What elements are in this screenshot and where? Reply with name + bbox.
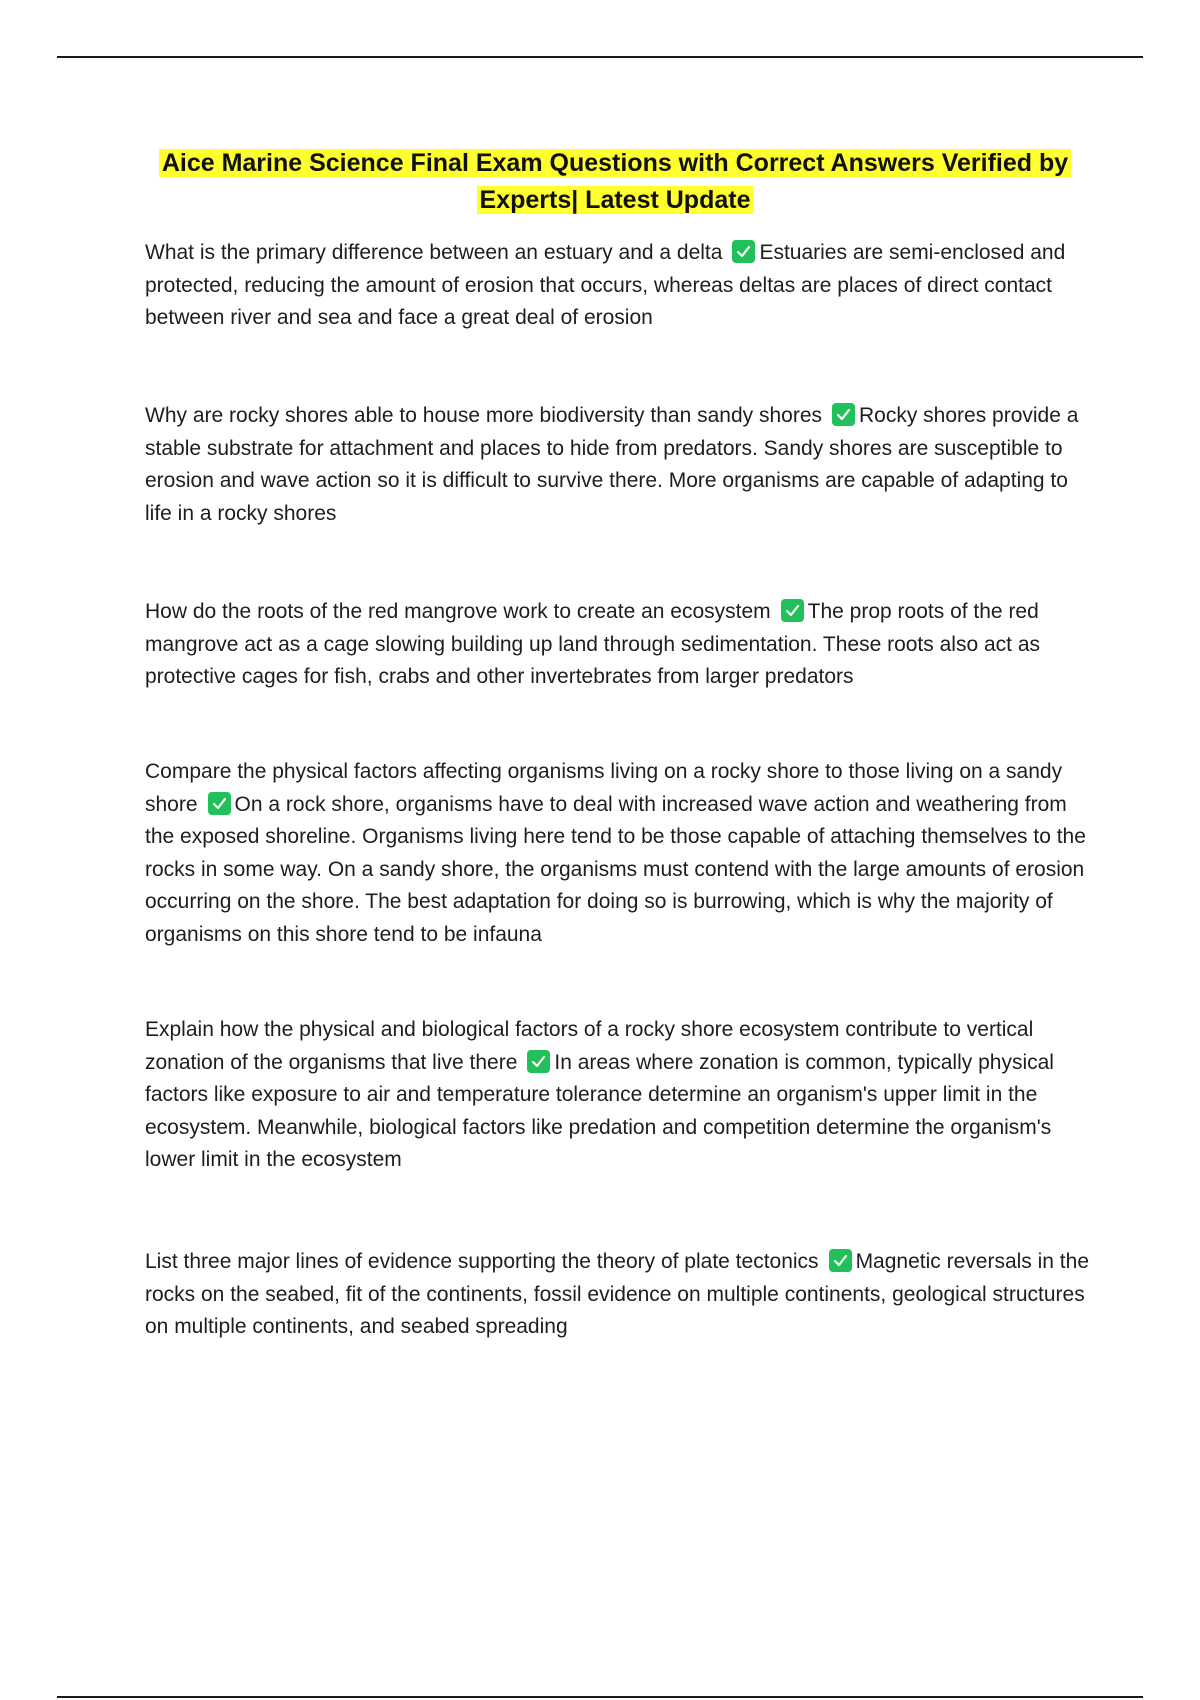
question-text: Explain how the physical and biological factors of a rocky shore ecosystem contribute to vertical zonation of the organisms that live there [145, 1018, 1034, 1074]
answer-text: Magnetic reversals in the rocks on the seabed, fit of the continents, fossil evidence on multiple continents, geological structures on multiple continents, and seabed spreading [145, 1250, 1090, 1338]
check-box-icon [208, 792, 231, 815]
question-text: What is the primary difference between an estuary and a delta [145, 241, 723, 264]
document-title [145, 145, 1085, 219]
qa-item-1 [145, 237, 1090, 335]
answer-text: Estuaries are semi-enclosed and protected, reducing the amount of erosion that occurs, whereas deltas are places of direct contact between river and sea and face a great deal of erosion [145, 241, 1066, 329]
answer-text: The prop roots of the red mangrove act as a cage slowing building up land through sedimentation. These roots also act as protective cages for fish, crabs and other invertebrates from larger predators [145, 600, 1040, 688]
answer-text: In areas where zonation is common, typically physical factors like exposure to air and temperature tolerance determine an organism's upper limit in the ecosystem. Meanwhile, biological factors like predation and competition determine the organism's lower limit in the ecosystem [145, 1050, 1054, 1171]
qa-item-3 [145, 596, 1090, 694]
qa-item-2 [145, 400, 1090, 530]
qa-item-4 [145, 756, 1090, 951]
top-rule [57, 56, 1143, 58]
check-box-icon [781, 599, 804, 622]
qa-item-5 [145, 1014, 1090, 1177]
qa-item-6 [145, 1246, 1090, 1344]
title-highlight: Aice Marine Science Final Exam Questions with Correct Answers Verified by Experts| Latest Update [159, 149, 1071, 214]
check-box-icon [732, 240, 755, 263]
check-box-icon [832, 403, 855, 426]
answer-text: Rocky shores provide a stable substrate for attachment and places to hide from predators. Sandy shores are susceptible to erosion and wave action so it is difficult to survive there. More organisms are capable of adapting to life in a rocky shores [145, 404, 1079, 525]
question-text: Compare the physical factors affecting organisms living on a rocky shore to those living on a sandy shore [145, 760, 1063, 816]
answer-text: On a rock shore, organisms have to deal with increased wave action and weathering from the exposed shoreline. Organisms living here tend to be those capable of attaching themselves to the rocks in some way. On a sandy shore, the organisms must contend with the large amounts of erosion occurring on the shore. The best adaptation for doing so is burrowing, which is why the majority of organisms on this shore tend to be infauna [145, 792, 1086, 946]
check-box-icon [829, 1249, 852, 1272]
question-text: How do the roots of the red mangrove work to create an ecosystem [145, 600, 771, 623]
check-box-icon [527, 1050, 550, 1073]
bottom-rule [57, 1696, 1143, 1698]
question-text: Why are rocky shores able to house more biodiversity than sandy shores [145, 404, 822, 427]
question-text: List three major lines of evidence supporting the theory of plate tectonics [145, 1250, 819, 1273]
